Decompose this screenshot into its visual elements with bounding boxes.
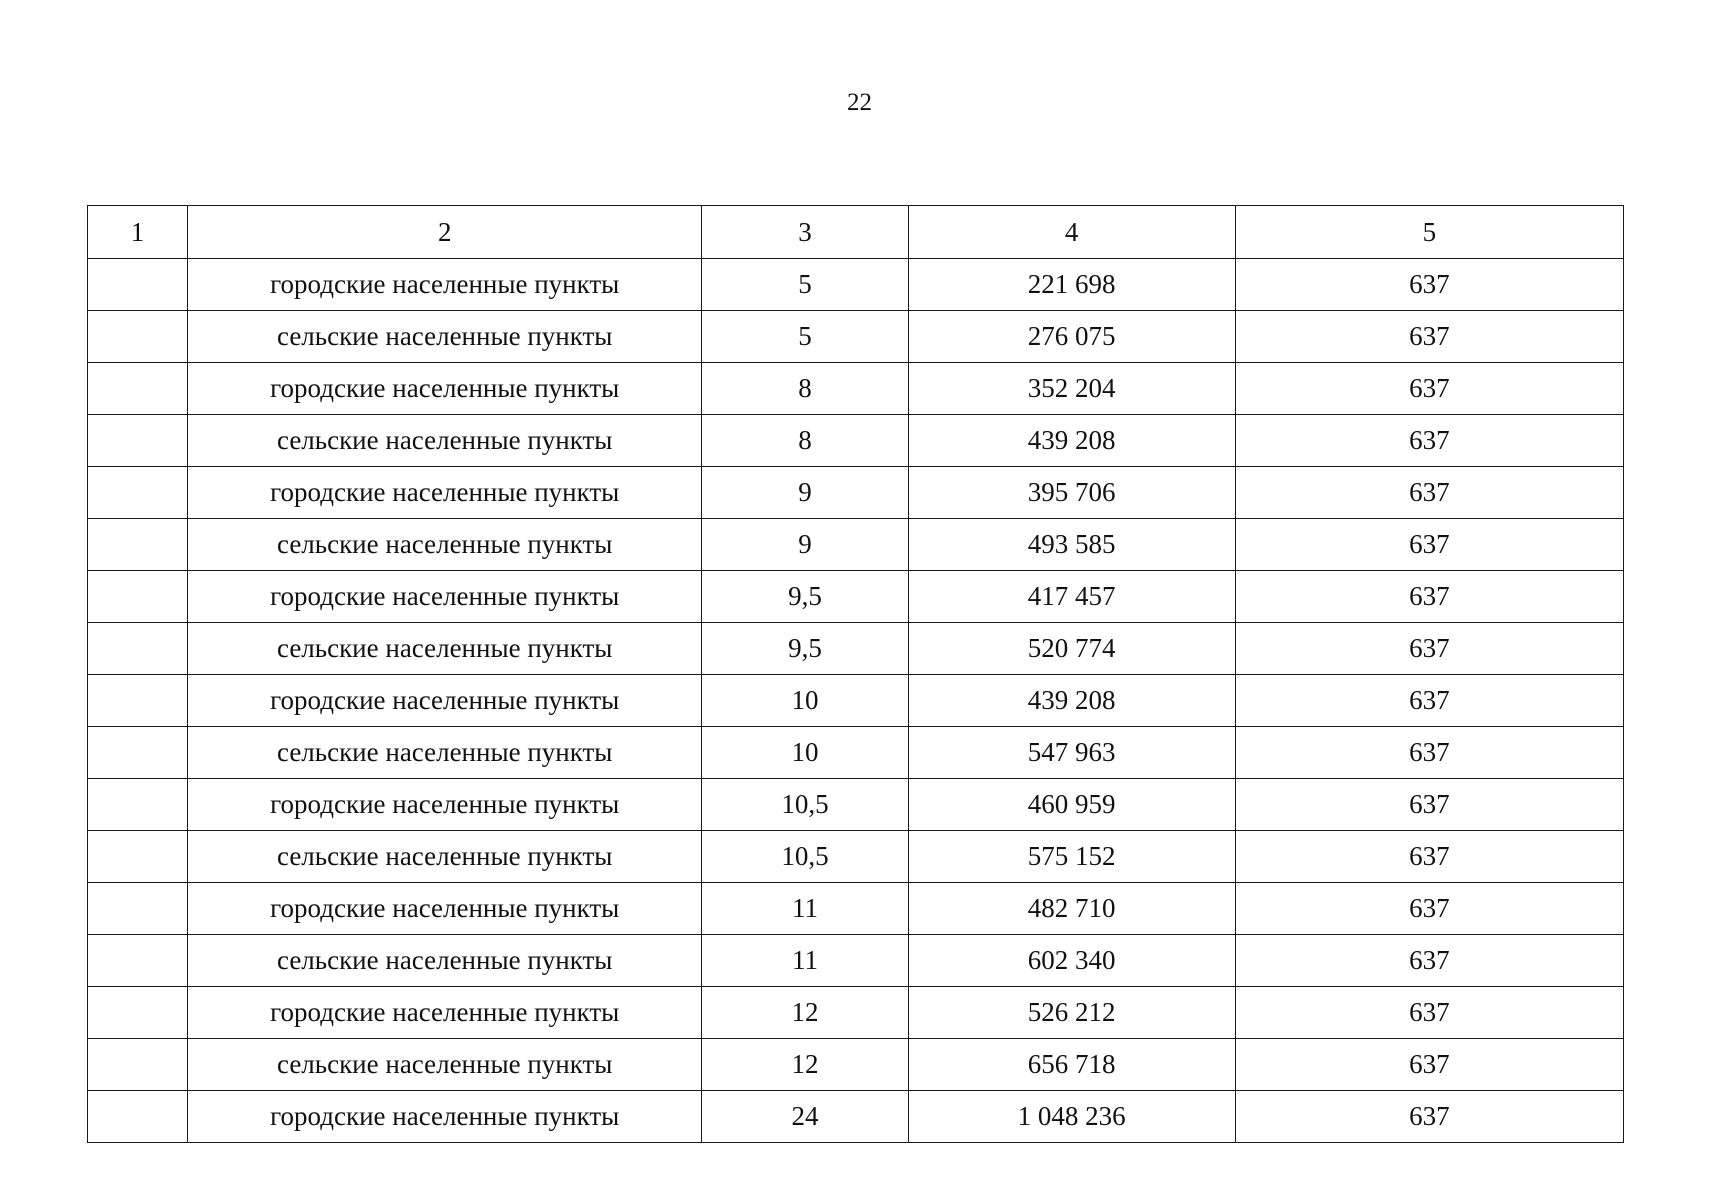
value-cell: 24 — [702, 1091, 908, 1143]
row-number-cell — [88, 467, 188, 519]
amount-cell: 547 963 — [908, 727, 1235, 779]
value-cell: 11 — [702, 935, 908, 987]
settlement-type-cell: городские населенные пункты — [188, 675, 702, 727]
settlement-type-cell: сельские населенные пункты — [188, 1039, 702, 1091]
table-row — [88, 415, 1624, 467]
amount-cell: 439 208 — [908, 675, 1235, 727]
table-row — [88, 675, 1624, 727]
data-table — [87, 205, 1624, 1143]
row-number-cell — [88, 311, 188, 363]
rate-cell: 637 — [1235, 311, 1623, 363]
settlement-type-cell: городские населенные пункты — [188, 883, 702, 935]
row-number-cell — [88, 259, 188, 311]
table-row — [88, 623, 1624, 675]
page-number: 22 — [847, 89, 872, 116]
header-cell-5: 5 — [1235, 206, 1623, 259]
amount-cell: 439 208 — [908, 415, 1235, 467]
settlement-type-cell: сельские населенные пункты — [188, 727, 702, 779]
amount-cell: 417 457 — [908, 571, 1235, 623]
table-row — [88, 1039, 1624, 1091]
table-row — [88, 727, 1624, 779]
amount-cell: 276 075 — [908, 311, 1235, 363]
amount-cell: 482 710 — [908, 883, 1235, 935]
table-row — [88, 311, 1624, 363]
rate-cell: 637 — [1235, 987, 1623, 1039]
rate-cell: 637 — [1235, 519, 1623, 571]
settlement-type-cell: городские населенные пункты — [188, 571, 702, 623]
settlement-type-cell: сельские населенные пункты — [188, 623, 702, 675]
row-number-cell — [88, 571, 188, 623]
settlement-type-cell: городские населенные пункты — [188, 1091, 702, 1143]
row-number-cell — [88, 1039, 188, 1091]
value-cell: 10 — [702, 727, 908, 779]
rate-cell: 637 — [1235, 675, 1623, 727]
header-cell-1: 1 — [88, 206, 188, 259]
header-cell-4: 4 — [908, 206, 1235, 259]
row-number-cell — [88, 675, 188, 727]
value-cell: 5 — [702, 259, 908, 311]
amount-cell: 395 706 — [908, 467, 1235, 519]
table-row — [88, 467, 1624, 519]
value-cell: 9 — [702, 519, 908, 571]
table-row — [88, 571, 1624, 623]
row-number-cell — [88, 415, 188, 467]
value-cell: 8 — [702, 415, 908, 467]
settlement-type-cell: сельские населенные пункты — [188, 831, 702, 883]
value-cell: 8 — [702, 363, 908, 415]
settlement-type-cell: сельские населенные пункты — [188, 935, 702, 987]
value-cell: 9 — [702, 467, 908, 519]
table-row — [88, 779, 1624, 831]
row-number-cell — [88, 1091, 188, 1143]
table-row — [88, 831, 1624, 883]
header-cell-2: 2 — [188, 206, 702, 259]
value-cell: 10,5 — [702, 779, 908, 831]
value-cell: 12 — [702, 1039, 908, 1091]
value-cell: 12 — [702, 987, 908, 1039]
amount-cell: 493 585 — [908, 519, 1235, 571]
value-cell: 9,5 — [702, 571, 908, 623]
table-body — [88, 259, 1624, 1143]
settlement-type-cell: городские населенные пункты — [188, 259, 702, 311]
amount-cell: 352 204 — [908, 363, 1235, 415]
table-row — [88, 1091, 1624, 1143]
rate-cell: 637 — [1235, 415, 1623, 467]
value-cell: 9,5 — [702, 623, 908, 675]
value-cell: 10,5 — [702, 831, 908, 883]
amount-cell: 1 048 236 — [908, 1091, 1235, 1143]
value-cell: 11 — [702, 883, 908, 935]
table-row — [88, 935, 1624, 987]
row-number-cell — [88, 727, 188, 779]
rate-cell: 637 — [1235, 571, 1623, 623]
rate-cell: 637 — [1235, 831, 1623, 883]
row-number-cell — [88, 779, 188, 831]
rate-cell: 637 — [1235, 467, 1623, 519]
amount-cell: 602 340 — [908, 935, 1235, 987]
row-number-cell — [88, 935, 188, 987]
header-cell-3: 3 — [702, 206, 908, 259]
rate-cell: 637 — [1235, 363, 1623, 415]
amount-cell: 656 718 — [908, 1039, 1235, 1091]
amount-cell: 520 774 — [908, 623, 1235, 675]
table-row — [88, 519, 1624, 571]
amount-cell: 526 212 — [908, 987, 1235, 1039]
table-header — [88, 206, 1624, 259]
settlement-type-cell: сельские населенные пункты — [188, 415, 702, 467]
table-row — [88, 363, 1624, 415]
rate-cell: 637 — [1235, 935, 1623, 987]
row-number-cell — [88, 987, 188, 1039]
table-row — [88, 883, 1624, 935]
amount-cell: 575 152 — [908, 831, 1235, 883]
amount-cell: 460 959 — [908, 779, 1235, 831]
settlement-type-cell: городские населенные пункты — [188, 779, 702, 831]
row-number-cell — [88, 883, 188, 935]
table-row — [88, 987, 1624, 1039]
table-row — [88, 259, 1624, 311]
value-cell: 5 — [702, 311, 908, 363]
row-number-cell — [88, 623, 188, 675]
settlement-type-cell: городские населенные пункты — [188, 987, 702, 1039]
rate-cell: 637 — [1235, 883, 1623, 935]
settlement-type-cell: сельские населенные пункты — [188, 519, 702, 571]
rate-cell: 637 — [1235, 259, 1623, 311]
rate-cell: 637 — [1235, 1039, 1623, 1091]
settlement-type-cell: городские населенные пункты — [188, 467, 702, 519]
settlement-type-cell: городские населенные пункты — [188, 363, 702, 415]
value-cell: 10 — [702, 675, 908, 727]
rate-cell: 637 — [1235, 779, 1623, 831]
row-number-cell — [88, 519, 188, 571]
row-number-cell — [88, 831, 188, 883]
amount-cell: 221 698 — [908, 259, 1235, 311]
rate-cell: 637 — [1235, 1091, 1623, 1143]
header-row — [88, 206, 1624, 259]
rate-cell: 637 — [1235, 623, 1623, 675]
settlement-type-cell: сельские населенные пункты — [188, 311, 702, 363]
row-number-cell — [88, 363, 188, 415]
rate-cell: 637 — [1235, 727, 1623, 779]
